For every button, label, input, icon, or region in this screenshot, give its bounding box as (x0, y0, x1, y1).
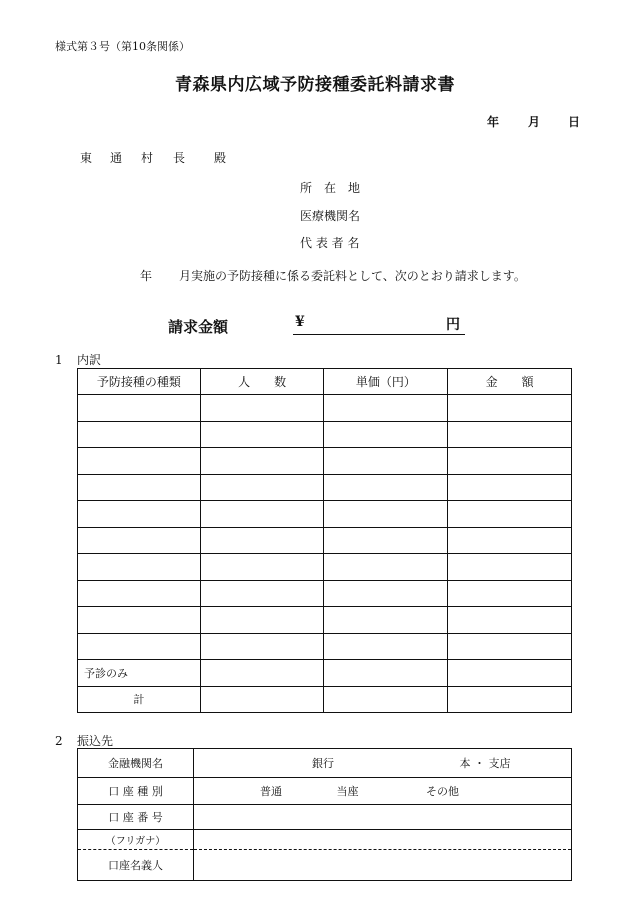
cell[interactable] (324, 686, 448, 713)
cell[interactable] (200, 580, 324, 607)
cell[interactable] (448, 554, 572, 581)
cell[interactable] (324, 395, 448, 422)
table-row (78, 421, 572, 448)
addressee-char: 村 (141, 151, 154, 165)
header-unit-price: 単価（円） (324, 369, 448, 395)
cell[interactable] (78, 448, 201, 475)
table-row (78, 607, 572, 634)
table-header-row (78, 369, 572, 395)
cell[interactable] (324, 660, 448, 687)
cell[interactable] (200, 633, 324, 660)
cell[interactable] (448, 686, 572, 713)
account-type-current[interactable]: 当座 (336, 785, 359, 798)
cell[interactable] (200, 501, 324, 528)
cell[interactable] (200, 474, 324, 501)
cell[interactable] (78, 607, 201, 634)
sender-representative-label: 代 表 者 名 (300, 236, 360, 250)
branch-suffix: 本 ・ 支店 (459, 757, 511, 770)
cell[interactable] (78, 580, 201, 607)
cell[interactable] (78, 421, 201, 448)
cell[interactable] (78, 527, 201, 554)
cell[interactable] (78, 395, 201, 422)
account-number-field[interactable] (194, 805, 572, 830)
furigana-label: （フリガナ） (78, 830, 194, 850)
statement-text: 月実施の予防接種に係る委託料として、次のとおり請求します。 (179, 269, 526, 283)
cell[interactable] (200, 686, 324, 713)
amount-label: 請求金額 (168, 318, 229, 336)
total-label: 計 (78, 686, 201, 713)
sender-address-label: 所 在 地 (300, 181, 361, 195)
table-row (78, 527, 572, 554)
account-type-field[interactable] (194, 778, 572, 805)
account-holder-label: 口座名義人 (78, 850, 194, 881)
section-2-title (55, 732, 113, 749)
cell[interactable] (324, 633, 448, 660)
table-row (78, 633, 572, 660)
bank-suffix: 銀行 (312, 757, 334, 770)
form-number: 様式第３号（第10条関係） (55, 40, 190, 53)
addressee-char: 通 (110, 151, 123, 165)
addressee (80, 149, 226, 166)
furigana-field[interactable] (194, 830, 572, 850)
cell[interactable] (448, 421, 572, 448)
yen-unit: 円 (446, 317, 460, 333)
header-count: 人 数 (200, 369, 324, 395)
table-row (78, 580, 572, 607)
cell[interactable] (78, 474, 201, 501)
cell[interactable] (324, 607, 448, 634)
statement-year: 年 (140, 269, 153, 283)
section-1-title (55, 351, 101, 368)
cell[interactable] (324, 421, 448, 448)
cell[interactable] (448, 527, 572, 554)
cell[interactable] (448, 607, 572, 634)
cell[interactable] (324, 474, 448, 501)
yen-symbol: ¥ (295, 314, 305, 330)
header-vaccine-type: 予防接種の種類 (78, 369, 201, 395)
cell[interactable] (78, 501, 201, 528)
date-day: 日 (568, 115, 581, 129)
cell[interactable] (324, 580, 448, 607)
account-type-label: 口 座 種 別 (78, 778, 194, 805)
account-number-row (78, 805, 572, 830)
account-holder-row (78, 850, 572, 881)
bank-transfer-table (77, 748, 572, 881)
cell[interactable] (200, 527, 324, 554)
table-row (78, 395, 572, 422)
breakdown-table (77, 368, 572, 713)
cell[interactable] (324, 554, 448, 581)
pre-exam-row (78, 660, 572, 687)
cell[interactable] (448, 395, 572, 422)
header-amount: 金 額 (448, 369, 572, 395)
account-type-ordinary[interactable]: 普通 (260, 785, 282, 798)
section-label: 内訳 (77, 353, 102, 367)
table-row (78, 448, 572, 475)
date-month: 月 (528, 115, 541, 129)
addressee-honorific: 殿 (214, 151, 227, 165)
table-row (78, 501, 572, 528)
addressee-char: 長 (173, 151, 186, 165)
account-number-label: 口 座 番 号 (78, 805, 194, 830)
date-year: 年 (487, 115, 500, 129)
cell[interactable] (448, 660, 572, 687)
table-row (78, 554, 572, 581)
sender-institution-label: 医療機関名 (300, 209, 361, 223)
cell[interactable] (200, 607, 324, 634)
cell[interactable] (448, 448, 572, 475)
pre-exam-label: 予診のみ (78, 660, 201, 687)
cell[interactable] (200, 421, 324, 448)
cell[interactable] (200, 660, 324, 687)
cell[interactable] (200, 395, 324, 422)
cell[interactable] (324, 448, 448, 475)
account-holder-field[interactable] (194, 850, 572, 881)
cell[interactable] (78, 633, 201, 660)
cell[interactable] (448, 501, 572, 528)
account-type-other[interactable]: その他 (426, 785, 459, 798)
table-row (78, 474, 572, 501)
addressee-char: 東 (80, 151, 93, 165)
cell[interactable] (448, 580, 572, 607)
total-row (78, 686, 572, 713)
section-number: 1 (55, 353, 63, 367)
page-title: 青森県内広域予防接種委託料請求書 (175, 75, 455, 95)
request-statement (140, 267, 526, 284)
cell[interactable] (448, 633, 572, 660)
account-type-row (78, 778, 572, 805)
bank-institution-label: 金融機関名 (78, 749, 194, 778)
cell[interactable] (200, 448, 324, 475)
cell[interactable] (448, 474, 572, 501)
cell[interactable] (324, 501, 448, 528)
bank-institution-row (78, 749, 572, 778)
amount-input-line[interactable] (293, 314, 465, 335)
cell[interactable] (324, 527, 448, 554)
furigana-row (78, 830, 572, 850)
section-label: 振込先 (77, 734, 114, 748)
cell[interactable] (78, 554, 201, 581)
bank-institution-field[interactable] (194, 749, 572, 778)
cell[interactable] (200, 554, 324, 581)
section-number: 2 (55, 734, 63, 748)
